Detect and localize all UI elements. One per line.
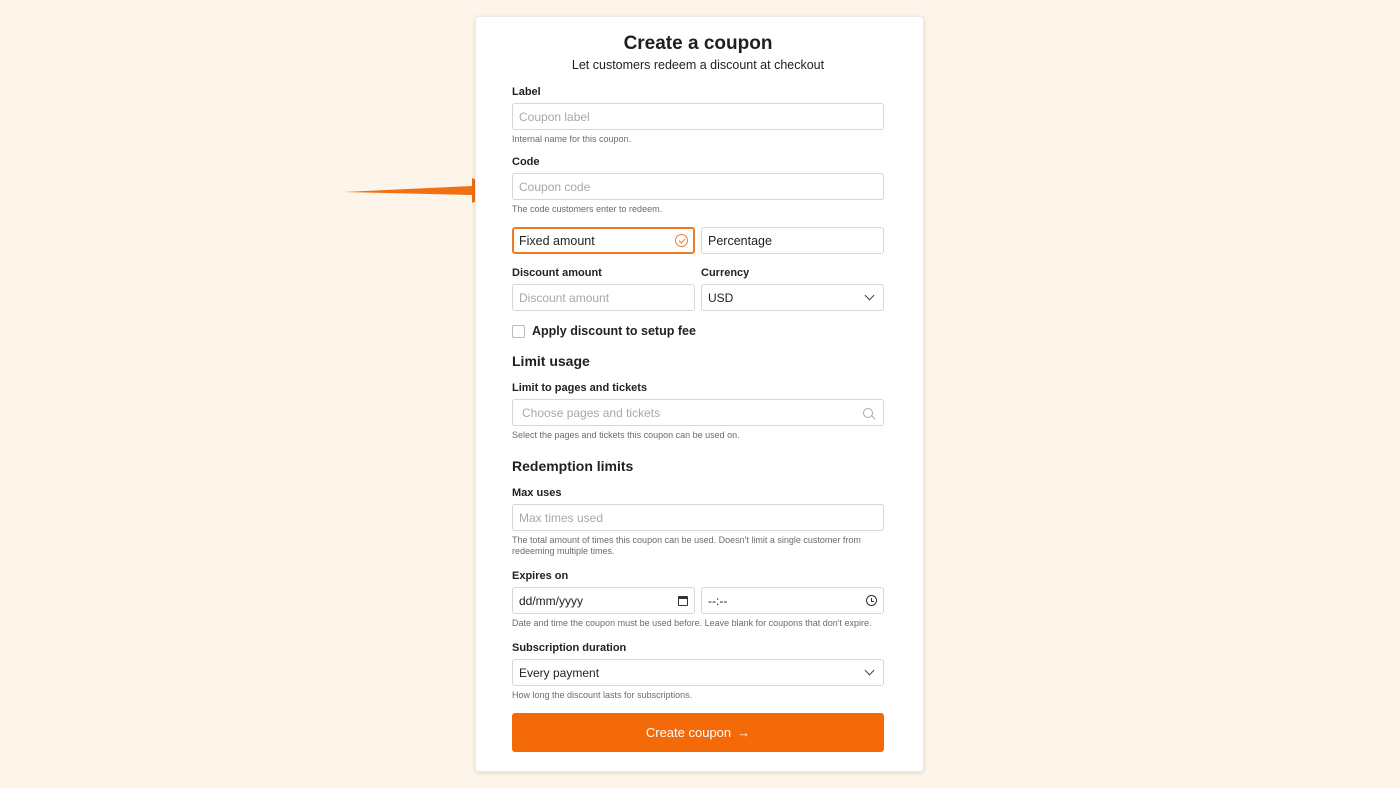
discount-type-toggle [512, 227, 884, 254]
calendar-icon[interactable] [678, 596, 688, 606]
create-coupon-label: Create coupon [645, 725, 732, 740]
percentage-label: Percentage [708, 233, 772, 248]
setup-fee-row [512, 324, 884, 338]
subscription-duration-select[interactable] [512, 659, 884, 686]
code-input-placeholder: Coupon code [519, 179, 591, 194]
page-subtitle: Let customers redeem a discount at checkout [571, 58, 825, 72]
subscription-help: How long the discount lasts for subscriptions. [512, 690, 693, 700]
label-input-placeholder: Coupon label [519, 109, 590, 124]
arrow-right-icon: → [737, 725, 751, 740]
pages-tickets-placeholder: Choose pages and tickets [522, 405, 661, 420]
code-input[interactable] [512, 173, 884, 200]
percentage-option[interactable] [701, 227, 884, 254]
setup-fee-checkbox[interactable] [512, 325, 525, 338]
label-field-label: Label [512, 86, 541, 98]
label-field-group [512, 85, 884, 145]
code-help: The code customers enter to redeem. [512, 204, 663, 214]
limit-usage-heading: Limit usage [512, 353, 590, 369]
limit-pages-label: Limit to pages and tickets [512, 382, 648, 394]
max-uses-input[interactable] [512, 504, 884, 531]
subscription-label: Subscription duration [512, 642, 627, 654]
date-placeholder: dd/mm/yyyy [519, 593, 584, 608]
code-field-group [512, 155, 884, 215]
limit-pages-help: Select the pages and tickets this coupon can be used on. [512, 430, 740, 440]
expires-label: Expires on [512, 570, 569, 582]
redemption-limits-heading: Redemption limits [512, 458, 634, 474]
currency-select[interactable] [701, 284, 884, 311]
currency-label: Currency [701, 267, 750, 279]
expires-group [512, 569, 884, 629]
chevron-down-icon [865, 291, 875, 301]
pages-tickets-search[interactable] [512, 399, 884, 426]
check-circle-icon [675, 234, 688, 247]
expiry-date-input[interactable] [512, 587, 695, 614]
discount-amount-label: Discount amount [512, 267, 602, 279]
search-icon [863, 408, 873, 418]
amount-currency-row [512, 266, 884, 311]
chevron-down-icon [865, 666, 875, 676]
limit-usage-group [512, 381, 884, 441]
max-uses-label: Max uses [512, 487, 562, 499]
max-uses-group [512, 486, 884, 557]
subscription-value: Every payment [519, 665, 600, 680]
max-uses-placeholder: Max times used [519, 510, 604, 525]
expiry-time-input[interactable] [701, 587, 884, 614]
code-field-label: Code [512, 156, 540, 168]
max-uses-help: The total amount of times this coupon can be used. Doesn't limit a single customer from redeeming multiple times. [512, 535, 861, 556]
discount-amount-input[interactable] [512, 284, 695, 311]
fixed-amount-option[interactable] [512, 227, 695, 254]
page-title: Create a coupon [623, 33, 773, 54]
setup-fee-label[interactable]: Apply discount to setup fee [532, 324, 696, 338]
label-input[interactable] [512, 103, 884, 130]
discount-amount-placeholder: Discount amount [519, 290, 610, 305]
fixed-amount-label: Fixed amount [519, 233, 595, 248]
expires-help: Date and time the coupon must be used before. Leave blank for coupons that don't expire. [512, 618, 872, 628]
clock-icon[interactable] [866, 595, 877, 606]
currency-value: USD [708, 290, 734, 305]
label-help: Internal name for this coupon. [512, 134, 632, 144]
coupon-form-card [475, 16, 924, 772]
time-placeholder: --:-- [708, 593, 728, 608]
create-coupon-button[interactable] [512, 713, 884, 752]
subscription-group [512, 641, 884, 701]
